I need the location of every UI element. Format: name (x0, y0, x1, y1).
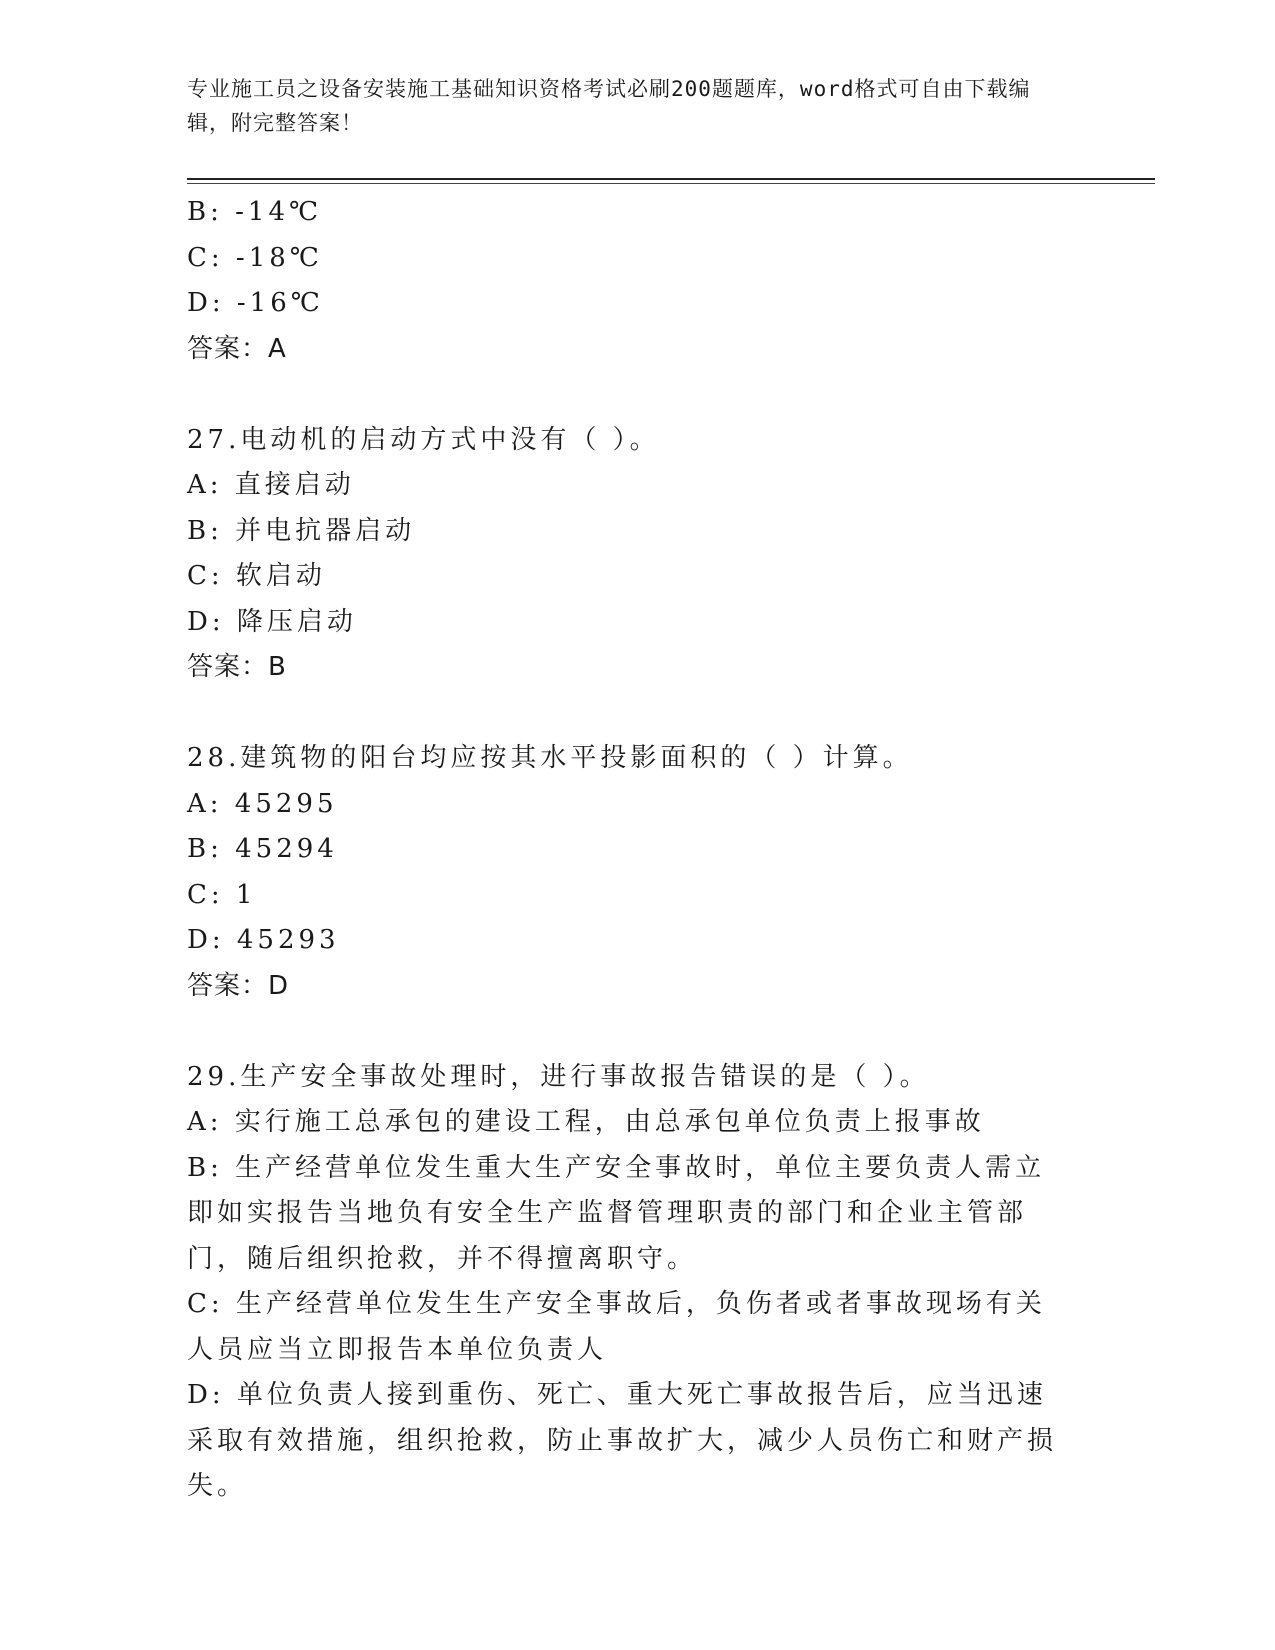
header-divider-thin (187, 183, 1155, 184)
question-28 (187, 736, 1087, 1009)
question-29 (187, 1055, 1087, 1510)
question-list (187, 190, 1087, 1510)
question-28-option-c: C: 1 (187, 879, 257, 910)
question-27-option-b: B: 并电抗器启动 (187, 515, 416, 546)
question-29-option-a: A: 实行施工总承包的建设工程，由总承包单位负责上报事故 (187, 1107, 985, 1137)
question-27-answer: 答案：B (187, 652, 287, 682)
question-29-option-c: C: 生产经营单位发生生产安全事故后，负伤者或者事故现场有关人员应当立即报告本单位负责人 (187, 1289, 1046, 1365)
question-27-text: 27.电动机的启动方式中没有（ ）。 (187, 424, 660, 455)
spacer (187, 691, 1087, 737)
question-26-option-b: B: -14℃ (187, 197, 323, 227)
question-27-option-a: A: 直接启动 (187, 470, 355, 500)
question-29-text: 29.生产安全事故处理时，进行事故报告错误的是（ ）。 (187, 1061, 930, 1092)
question-26 (187, 190, 1087, 372)
question-26-option-d: D: -16℃ (187, 288, 324, 318)
header-divider-thick (187, 178, 1155, 180)
question-28-option-d: D: 45293 (187, 925, 340, 955)
question-26-answer: 答案：A (187, 333, 287, 364)
spacer (187, 1009, 1087, 1055)
question-27-option-d: D: 降压启动 (187, 606, 357, 637)
spacer (187, 372, 1087, 418)
question-29-option-b: B: 生产经营单位发生重大生产安全事故时，单位主要负责人需立即如实报告当地负有安全生产监督管理职责的部门和企业主管部门，随后组织抢救，并不得擅离职守。 (187, 1152, 1046, 1274)
question-29-option-d: D: 单位负责人接到重伤、死亡、重大死亡事故报告后，应当迅速采取有效措施，组织抢救，防止事故扩大，减少人员伤亡和财产损失。 (187, 1380, 1058, 1501)
question-27 (187, 418, 1087, 691)
question-26-option-c: C: -18℃ (187, 242, 323, 273)
document-header: 专业施工员之设备安装施工基础知识资格考试必刷200题题库，word格式可自由下载编辑，附完整答案！ (187, 77, 1031, 135)
question-28-answer: 答案：D (187, 970, 290, 1001)
question-28-text: 28.建筑物的阳台均应按其水平投影面积的（ ）计算。 (187, 743, 913, 773)
question-28-option-b: B: 45294 (187, 834, 338, 864)
question-27-option-c: C: 软启动 (187, 561, 326, 591)
question-28-option-a: A: 45295 (187, 788, 338, 819)
